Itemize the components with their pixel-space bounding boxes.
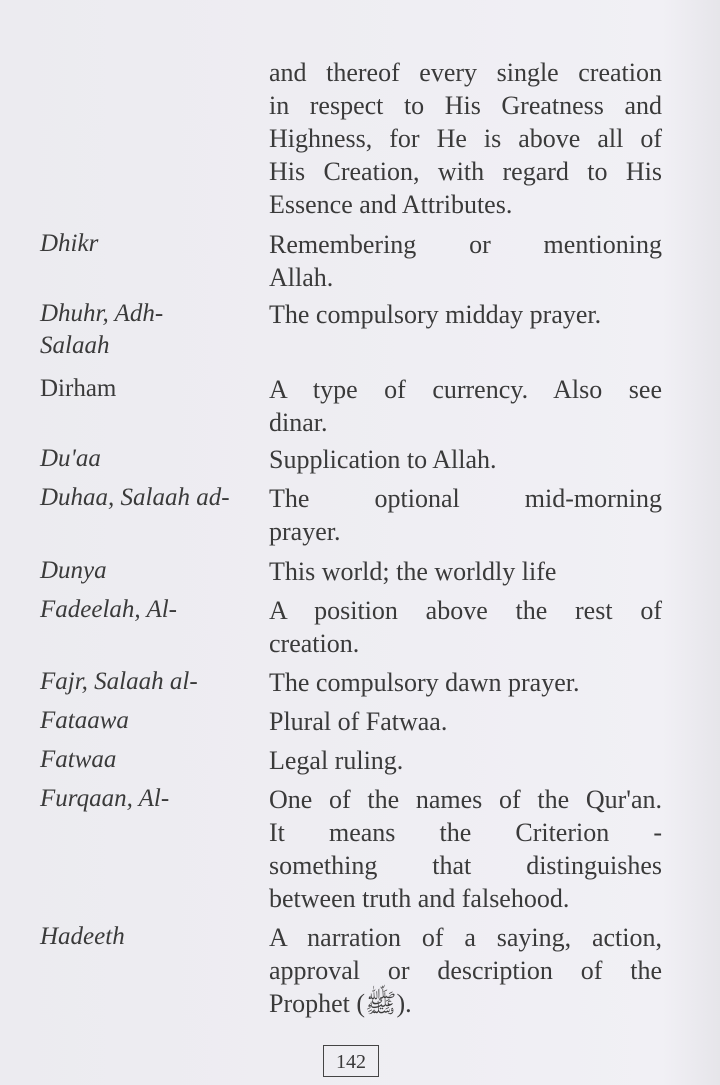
- term: Dhuhr, Adh- Salaah: [40, 300, 164, 359]
- term: Furqaan, Al-: [40, 785, 170, 812]
- definition-text: A type of currency. Also see dinar.: [269, 375, 662, 437]
- definition-text: The optional mid-morning prayer.: [269, 484, 662, 546]
- definition-text: Legal ruling.: [269, 746, 404, 775]
- definition-text: The compulsory midday prayer.: [269, 300, 602, 329]
- term: Dirham: [40, 375, 117, 402]
- definition-text: A narration of a saying, action, approval or description of the Prophet (ﷺ).: [269, 923, 662, 1018]
- term: Fadeelah, Al-: [40, 596, 177, 623]
- term: Fajr, Salaah al-: [40, 668, 198, 695]
- definition-text: A position above the rest of creation.: [269, 596, 662, 658]
- term: Fatwaa: [40, 746, 117, 773]
- page-number: 142: [323, 1045, 379, 1077]
- definition-text: and thereof every single creation in respect to His Greatness and Highness, for He is above all of His Creation, with regard to His Essence and Attributes.: [269, 58, 662, 219]
- definition-text: Plural of Fatwaa.: [269, 707, 448, 736]
- term: Hadeeth: [40, 923, 125, 950]
- term: Fataawa: [40, 707, 129, 734]
- definition-text: Supplication to Allah.: [269, 445, 497, 474]
- definition-text: One of the names of the Qur'an. It means the Criterion - something that distinguishes between truth and falsehood.: [269, 785, 662, 913]
- term: Duhaa, Salaah ad-: [40, 484, 230, 511]
- definition-text: The compulsory dawn prayer.: [269, 668, 580, 697]
- definition-text: This world; the worldly life: [269, 557, 557, 586]
- term: Dunya: [40, 557, 107, 584]
- definition-text: Remembering or mentioning Allah.: [269, 230, 662, 292]
- term: Du'aa: [40, 445, 101, 472]
- term: Dhikr: [40, 230, 99, 257]
